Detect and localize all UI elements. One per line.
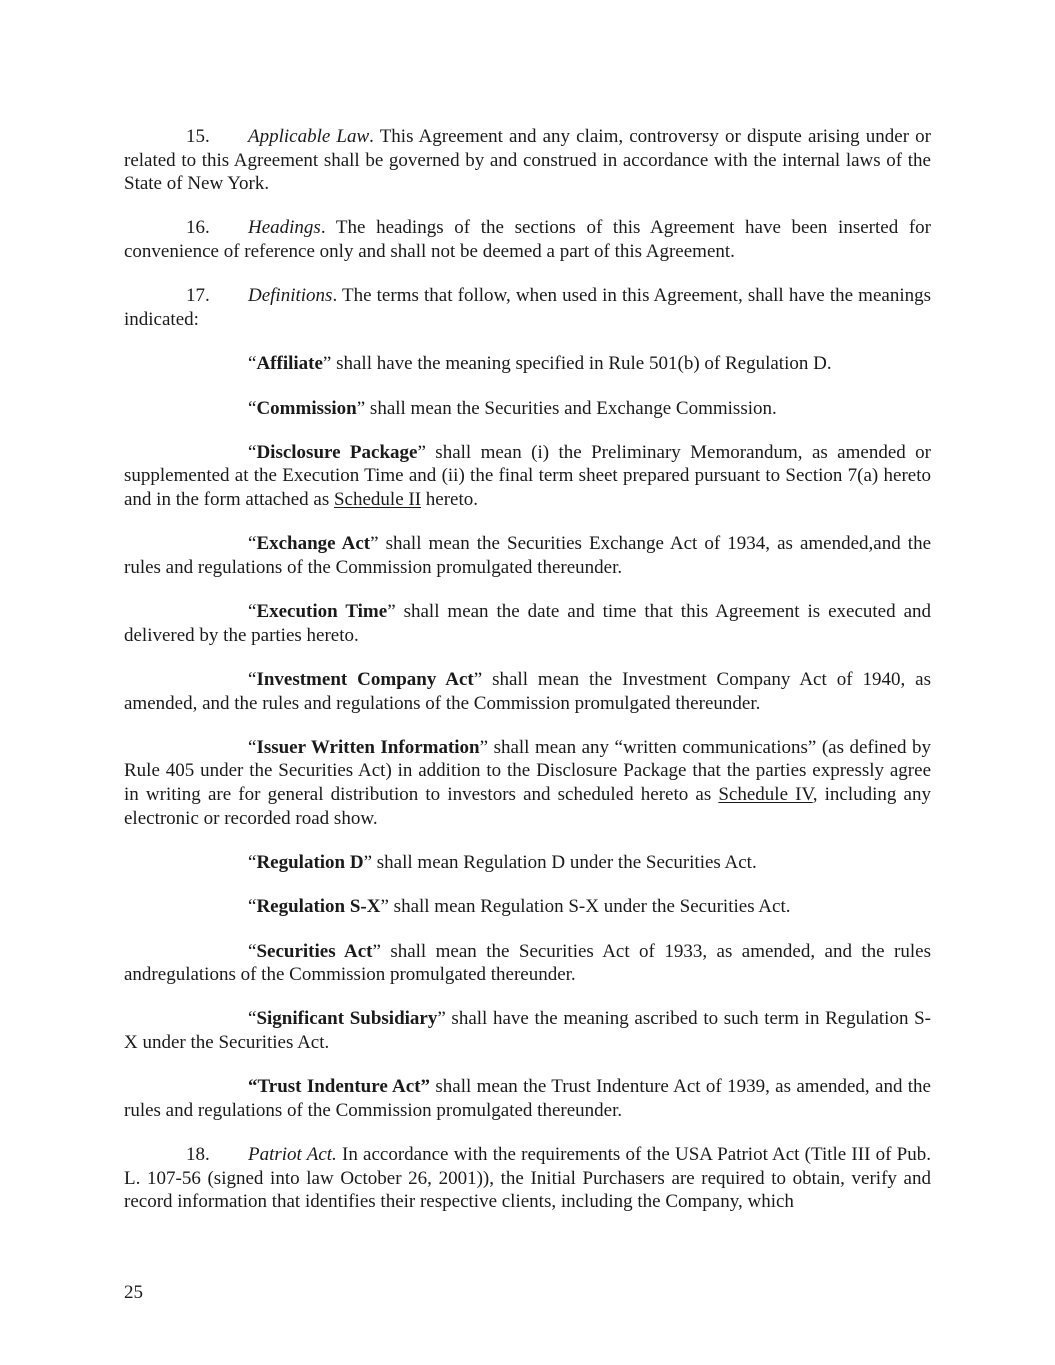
definition-significant-subsidiary — [124, 1007, 931, 1054]
close-quote: ” — [372, 940, 381, 962]
page-number: 25 — [124, 1282, 143, 1303]
defined-term: Regulation D — [256, 851, 364, 873]
defined-term: “Trust Indenture Act” — [248, 1076, 431, 1098]
definition-text: shall mean Regulation S-X under the Securities Act. — [388, 896, 791, 918]
schedule-iv-reference: Schedule IV — [718, 784, 813, 806]
definition-investment-company-act — [124, 668, 931, 715]
section-15 — [124, 125, 931, 196]
section-18 — [124, 1143, 931, 1214]
section-16 — [124, 216, 931, 263]
definition-text: shall mean the Investment Company Act of 1940, as amended, and the rules and regulations of the Commission promulgated thereunder. — [124, 669, 931, 714]
close-quote: ” — [363, 851, 373, 873]
close-quote: ” — [479, 736, 489, 758]
definition-text: shall mean the Securities Exchange Act of 1934, as amended,and the rules and regulations of the Commission promulgated thereunder. — [124, 533, 931, 578]
open-quote: “ — [248, 1008, 257, 1030]
definition-text: shall mean any “written communications” (as defined by Rule 405 under the Securities Act) in addition to the Disclosure Package that the parties expressly agree in writing are for general distribution to investors and scheduled hereto as — [124, 736, 931, 806]
section-body: . The terms that follow, when used in this Agreement, shall have the meanings indicated: — [124, 285, 931, 330]
defined-term: Execution Time — [256, 601, 388, 623]
open-quote: “ — [248, 441, 257, 463]
definition-text-after: , including any electronic or recorded road show. — [124, 784, 931, 829]
definition-issuer-written-information — [124, 736, 931, 830]
open-quote: “ — [248, 896, 257, 918]
close-quote: ” — [417, 441, 426, 463]
section-number: 16. — [186, 217, 210, 239]
close-quote: ” — [387, 601, 396, 623]
definition-regulation-sx — [124, 895, 931, 919]
close-quote: ” — [380, 896, 389, 918]
definition-text-after: hereto. — [421, 488, 479, 510]
section-number: 17. — [186, 285, 210, 307]
defined-term: Regulation S-X — [256, 896, 381, 918]
section-number: 18. — [186, 1144, 210, 1166]
definition-securities-act — [124, 940, 931, 987]
definition-text: shall mean the date and time that this Agreement is executed and delivered by the parties hereto. — [124, 601, 931, 646]
close-quote: ” — [473, 669, 483, 690]
section-17 — [124, 284, 931, 331]
definition-commission — [124, 397, 931, 421]
close-quote: ” — [437, 1008, 446, 1030]
definition-text: shall mean Regulation D under the Securities Act. — [372, 851, 757, 873]
defined-term: Disclosure Package — [256, 441, 418, 463]
definition-affiliate — [124, 352, 931, 376]
definition-exchange-act — [124, 532, 931, 579]
section-title: Definitions — [248, 285, 333, 307]
defined-term: Affiliate — [256, 353, 323, 375]
document-page — [124, 125, 931, 1235]
open-quote: “ — [248, 940, 257, 962]
open-quote: “ — [248, 353, 257, 375]
schedule-ii-reference: Schedule II — [333, 488, 422, 510]
defined-term: Significant Subsidiary — [256, 1008, 438, 1030]
definition-text: shall mean the Trust Indenture Act of 1939, as amended, and the rules and regulations of the Commission promulgated thereunder. — [124, 1076, 931, 1121]
definition-text: shall have the meaning ascribed to such term in Regulation S-X under the Securities Act. — [124, 1008, 931, 1053]
definition-execution-time — [124, 600, 931, 647]
section-title: Headings — [248, 217, 321, 239]
section-body: . This Agreement and any claim, controversy or dispute arising under or related to this Agreement shall be governed by and construed in accordance with the internal laws of the State of New York. — [124, 126, 931, 195]
open-quote: “ — [248, 601, 257, 623]
definition-regulation-d — [124, 851, 931, 875]
close-quote: ” — [322, 353, 332, 375]
defined-term: Securities Act — [256, 940, 373, 962]
open-quote: “ — [248, 736, 257, 758]
definition-text: shall mean the Securities Act of 1933, as amended, and the rules andregulations of the Commission promulgated thereunder. — [124, 940, 931, 986]
definition-disclosure-package — [124, 441, 931, 512]
section-body: In accordance with the requirements of the USA Patriot Act (Title III of Pub. L. 107-56 (signed into law October 26, 2001)), the Initial Purchasers are required to obtain, verify and record information that identifies their respective clients, including the Company, which — [124, 1144, 931, 1213]
defined-term: Exchange Act — [256, 533, 371, 555]
section-number: 15. — [186, 126, 210, 147]
open-quote: “ — [248, 669, 257, 690]
defined-term: Commission — [256, 397, 357, 419]
definition-text: shall mean (i) the Preliminary Memorandum, as amended or supplemented at the Execution Time and (ii) the final term sheet prepared pursuant to Section 7(a) hereto and in the form attached as — [124, 441, 931, 510]
definition-text: shall have the meaning specified in Rule 501(b) of Regulation D. — [331, 353, 832, 375]
open-quote: “ — [248, 397, 257, 419]
defined-term: Investment Company Act — [256, 669, 474, 690]
close-quote: ” — [356, 397, 366, 419]
definition-text: shall mean the Securities and Exchange Commission. — [365, 397, 777, 419]
definition-trust-indenture-act — [124, 1075, 931, 1122]
section-title: Patriot Act. — [248, 1144, 337, 1166]
open-quote: “ — [248, 851, 257, 873]
section-title: Applicable Law — [248, 126, 370, 147]
section-body: . The headings of the sections of this Agreement have been inserted for convenience of reference only and shall not be deemed a part of this Agreement. — [124, 217, 931, 263]
close-quote: ” — [370, 533, 379, 555]
open-quote: “ — [248, 533, 257, 555]
defined-term: Issuer Written Information — [256, 736, 480, 758]
